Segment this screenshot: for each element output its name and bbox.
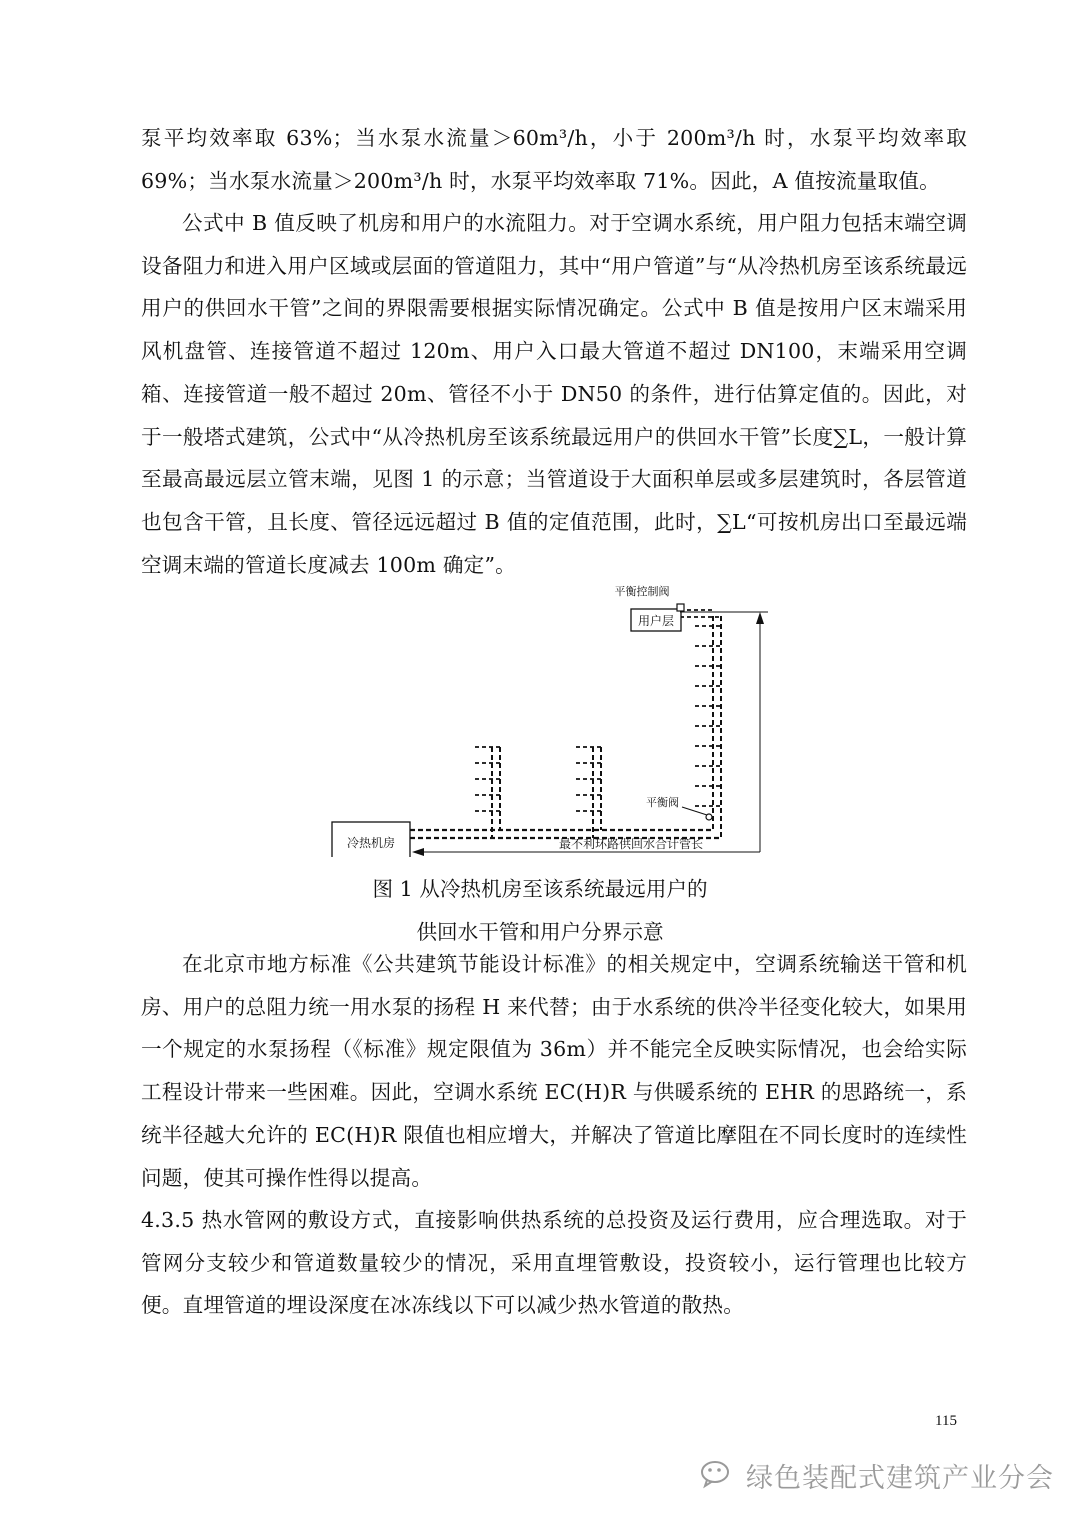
balance-valve-leader [682,807,707,815]
balance-control-valve-label: 平衡控制阀 [614,585,670,598]
page-number: 115 [935,1413,957,1429]
pipe-diagram-figure [328,582,768,857]
paragraph-beijing-standard: 在北京市地方标准《公共建筑节能设计标准》的相关规定中，空调系统输送干管和机房、用户的总阻力统一用水泵的扬程 H 来代替；由于水系统的供冷半径变化较大，如果用一个规定的水泵扬程（《标准》规定限值为 36m）并不能完全反映实际情况，也会给实际工程设计带来一些困难。因此，空调水系统 EC(H)R 与供暖系统的 EHR 的思路统一，系统半径越大允许的 EC(H)R 限值也相应增大，并解决了管道比摩阻在不同长度时的连续性问题，使其可操作性得以提高。 [141,952,967,1190]
wechat-icon [700,1459,738,1491]
riser-group-middle [576,747,601,838]
figure-caption-line1: 图 1 从冷热机房至该系统最远用户的 [372,877,708,901]
paragraph-efficiency: 泵平均效率取 63%；当水泵水流量＞60m³/h，小于 200m³/h 时，水泵平均效率取 69%；当水泵水流量＞200m³/h 时，水泵平均效率取 71%。因此，A 值按流量取值。 [141,126,967,193]
balance-control-valve-icon [677,604,684,611]
plant-room-label: 冷热机房 [346,836,396,850]
watermark-text: 绿色装配式建筑产业分会 [746,1462,1054,1494]
riser-tall [680,610,721,838]
pipe-length-label: 最不利环路供回水合计管长 [558,837,704,851]
paragraph-b-value: 公式中 B 值反映了机房和用户的水流阻力。对于空调水系统，用户阻力包括末端空调设备阻力和进入用户区域或层面的管道阻力，其中“用户管道”与“从冷热机房至该系统最远用户的供回水干管”之间的界限需要根据实际情况确定。公式中 B 值是按用户区末端采用风机盘管、连接管道不超过 120m、用户入口最大管道不超过 DN100，末端采用空调箱、连接管道一般不超过 20m、管径不小于 DN50 的条件，进行估算定值的。因此，对于一般塔式建筑，公式中“从冷热机房至该系统最远用户的供回水干管”长度∑L，一般计算至最高最远层立管末端，见图 1 的示意；当管道设于大面积单层或多层建筑时，各层管道也包含干管，且长度、管径远远超过 B 值的定值范围，此时，∑L“可按机房出口至最远端空调末端的管道长度减去 100m 确定”。 [141,211,967,577]
user-floor-label: 用户层 [637,614,675,628]
paragraph-4-3-5: 4.3.5 热水管网的敷设方式，直接影响供热系统的总投资及运行费用，应合理选取。对于管网分支较少和管道数量较少的情况，采用直埋管敷设，投资较小，运行管理也比较方便。直埋管道的埋设深度在冰冻线以下可以减少热水管道的散热。 [141,1208,967,1318]
balance-valve-label: 平衡阀 [646,796,679,809]
figure-caption-line2: 供回水干管和用户分界示意 [416,920,664,944]
riser-group-left [475,747,500,838]
length-arrow-left-icon [412,848,424,856]
length-arrow-up-icon [756,612,764,624]
watermark [700,1455,1054,1495]
